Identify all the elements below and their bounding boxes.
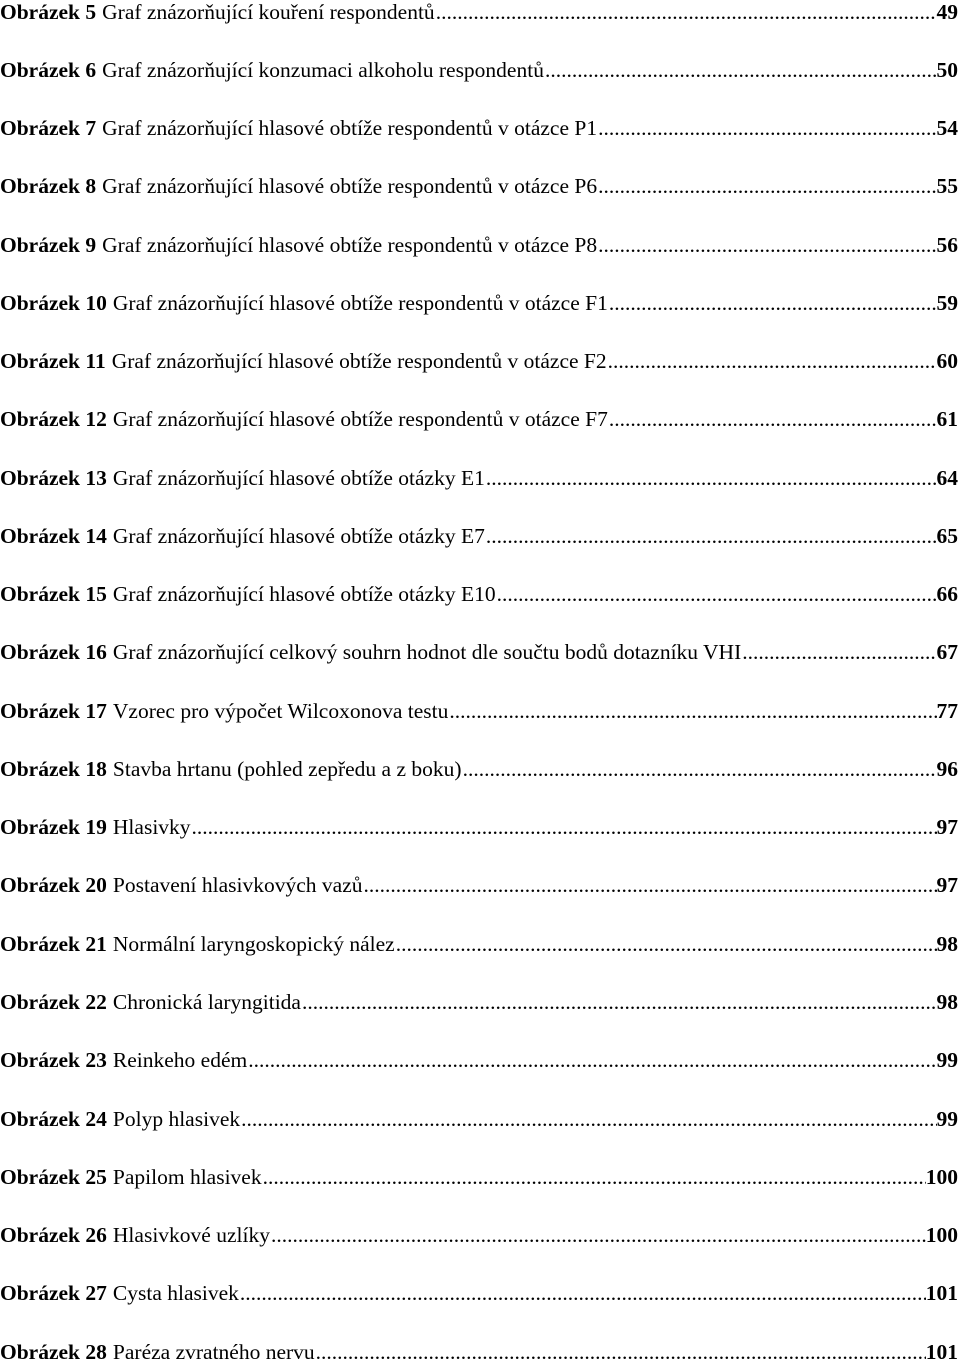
page-number: 101 xyxy=(925,1340,958,1364)
figure-label: Obrázek 24 xyxy=(0,1107,107,1131)
toc-entry[interactable] xyxy=(0,1220,958,1250)
toc-entry[interactable] xyxy=(0,1045,958,1075)
figure-label: Obrázek 10 xyxy=(0,291,107,315)
toc-entry[interactable] xyxy=(0,1104,958,1134)
toc-entry[interactable] xyxy=(0,1162,958,1192)
page-number: 99 xyxy=(936,1048,958,1072)
figure-title: Graf znázorňující hlasové obtíže otázky E1 xyxy=(112,466,485,490)
toc-entry[interactable] xyxy=(0,1278,958,1308)
dot-leader xyxy=(247,1045,936,1075)
figure-title: Graf znázorňující hlasové obtíže respondentů v otázce P8 xyxy=(102,233,598,257)
toc-entry[interactable] xyxy=(0,230,958,260)
page-number: 50 xyxy=(936,58,958,82)
dot-leader xyxy=(496,579,937,609)
page-number: 49 xyxy=(936,0,958,24)
page-number: 100 xyxy=(925,1165,958,1189)
page-number: 55 xyxy=(936,174,958,198)
figure-label: Obrázek 22 xyxy=(0,990,107,1014)
dot-leader xyxy=(597,171,936,201)
figure-title: Graf znázorňující kouření respondentů xyxy=(102,0,435,24)
figure-label: Obrázek 7 xyxy=(0,116,97,140)
figure-title: Chronická laryngitida xyxy=(112,990,301,1014)
figure-title: Graf znázorňující hlasové obtíže respondentů v otázce P1 xyxy=(102,116,598,140)
toc-entry[interactable] xyxy=(0,812,958,842)
figure-title: Papilom hlasivek xyxy=(112,1165,262,1189)
dot-leader xyxy=(485,521,937,551)
dot-leader xyxy=(462,754,937,784)
toc-entry[interactable] xyxy=(0,463,958,493)
dot-leader xyxy=(363,870,937,900)
figure-label: Obrázek 23 xyxy=(0,1048,107,1072)
toc-entry[interactable] xyxy=(0,113,958,143)
figure-label: Obrázek 16 xyxy=(0,640,107,664)
figure-title: Graf znázorňující hlasové obtíže otázky E10 xyxy=(112,582,496,606)
toc-entry[interactable] xyxy=(0,288,958,318)
figure-title: Graf znázorňující hlasové obtíže respondentů v otázce F2 xyxy=(111,349,607,373)
figure-title: Stavba hrtanu (pohled zepředu a z boku) xyxy=(112,757,462,781)
figure-label: Obrázek 5 xyxy=(0,0,97,24)
dot-leader xyxy=(607,346,937,376)
figure-title: Paréza zvratného nervu xyxy=(112,1340,315,1364)
figure-label: Obrázek 21 xyxy=(0,932,107,956)
figure-title: Graf znázorňující hlasové obtíže respondentů v otázce P6 xyxy=(102,174,598,198)
toc-entry[interactable] xyxy=(0,1337,958,1367)
page-number: 98 xyxy=(936,932,958,956)
figure-label: Obrázek 17 xyxy=(0,699,107,723)
page-number: 66 xyxy=(936,582,958,606)
page-number: 56 xyxy=(936,233,958,257)
figure-title: Vzorec pro výpočet Wilcoxonova testu xyxy=(112,699,449,723)
dot-leader xyxy=(191,812,937,842)
toc-entry[interactable] xyxy=(0,404,958,434)
dot-leader xyxy=(608,288,937,318)
page-number: 54 xyxy=(936,116,958,140)
page-number: 61 xyxy=(936,407,958,431)
figure-label: Obrázek 25 xyxy=(0,1165,107,1189)
figure-label: Obrázek 26 xyxy=(0,1223,107,1247)
figure-label: Obrázek 13 xyxy=(0,466,107,490)
dot-leader xyxy=(270,1220,926,1250)
figure-label: Obrázek 6 xyxy=(0,58,97,82)
figure-label: Obrázek 15 xyxy=(0,582,107,606)
figure-label: Obrázek 11 xyxy=(0,349,106,373)
figure-title: Graf znázorňující celkový souhrn hodnot dle součtu bodů dotazníku VHI xyxy=(112,640,742,664)
figure-title: Graf znázorňující hlasové obtíže respondentů v otázce F7 xyxy=(112,407,608,431)
dot-leader xyxy=(597,113,936,143)
toc-entry[interactable] xyxy=(0,987,958,1017)
figure-label: Obrázek 19 xyxy=(0,815,107,839)
figure-label: Obrázek 9 xyxy=(0,233,97,257)
figure-title: Hlasivkové uzlíky xyxy=(112,1223,270,1247)
toc-entry[interactable] xyxy=(0,0,958,27)
page-number: 65 xyxy=(936,524,958,548)
figure-label: Obrázek 12 xyxy=(0,407,107,431)
dot-leader xyxy=(448,696,936,726)
page-number: 96 xyxy=(936,757,958,781)
toc-entry[interactable] xyxy=(0,55,958,85)
page-number: 67 xyxy=(936,640,958,664)
toc-entry[interactable] xyxy=(0,754,958,784)
figure-title: Graf znázorňující hlasové obtíže otázky E7 xyxy=(112,524,485,548)
toc-entry[interactable] xyxy=(0,929,958,959)
figure-title: Normální laryngoskopický nález xyxy=(112,932,395,956)
figure-label: Obrázek 27 xyxy=(0,1281,107,1305)
dot-leader xyxy=(315,1337,926,1367)
dot-leader xyxy=(597,230,936,260)
toc-entry[interactable] xyxy=(0,696,958,726)
page-number: 98 xyxy=(936,990,958,1014)
toc-entry[interactable] xyxy=(0,579,958,609)
dot-leader xyxy=(485,463,937,493)
page-number: 59 xyxy=(936,291,958,315)
page-number: 97 xyxy=(936,873,958,897)
page-number: 64 xyxy=(936,466,958,490)
dot-leader xyxy=(741,637,936,667)
toc-entry[interactable] xyxy=(0,521,958,551)
dot-leader xyxy=(301,987,937,1017)
toc-entry[interactable] xyxy=(0,346,958,376)
figure-title: Postavení hlasivkových vazů xyxy=(112,873,363,897)
figure-title: Reinkeho edém xyxy=(112,1048,248,1072)
figure-label: Obrázek 20 xyxy=(0,873,107,897)
figure-label: Obrázek 14 xyxy=(0,524,107,548)
toc-entry[interactable] xyxy=(0,870,958,900)
page-number: 99 xyxy=(936,1107,958,1131)
dot-leader xyxy=(435,0,937,27)
toc-entry[interactable] xyxy=(0,171,958,201)
dot-leader xyxy=(395,929,937,959)
page-number: 101 xyxy=(925,1281,958,1305)
dot-leader xyxy=(608,404,937,434)
dot-leader xyxy=(544,55,937,85)
figure-title: Graf znázorňující konzumaci alkoholu respondentů xyxy=(102,58,544,82)
figure-label: Obrázek 28 xyxy=(0,1340,107,1364)
figure-title: Hlasivky xyxy=(112,815,191,839)
figure-title: Cysta hlasivek xyxy=(112,1281,239,1305)
figure-title: Polyp hlasivek xyxy=(112,1107,241,1131)
figure-label: Obrázek 8 xyxy=(0,174,97,198)
toc-entry[interactable] xyxy=(0,637,958,667)
figure-label: Obrázek 18 xyxy=(0,757,107,781)
dot-leader xyxy=(239,1278,926,1308)
dot-leader xyxy=(240,1104,936,1134)
dot-leader xyxy=(262,1162,926,1192)
page-number: 97 xyxy=(936,815,958,839)
figure-title: Graf znázorňující hlasové obtíže respondentů v otázce F1 xyxy=(112,291,608,315)
page-number: 77 xyxy=(936,699,958,723)
page-number: 100 xyxy=(925,1223,958,1247)
page-number: 60 xyxy=(936,349,958,373)
